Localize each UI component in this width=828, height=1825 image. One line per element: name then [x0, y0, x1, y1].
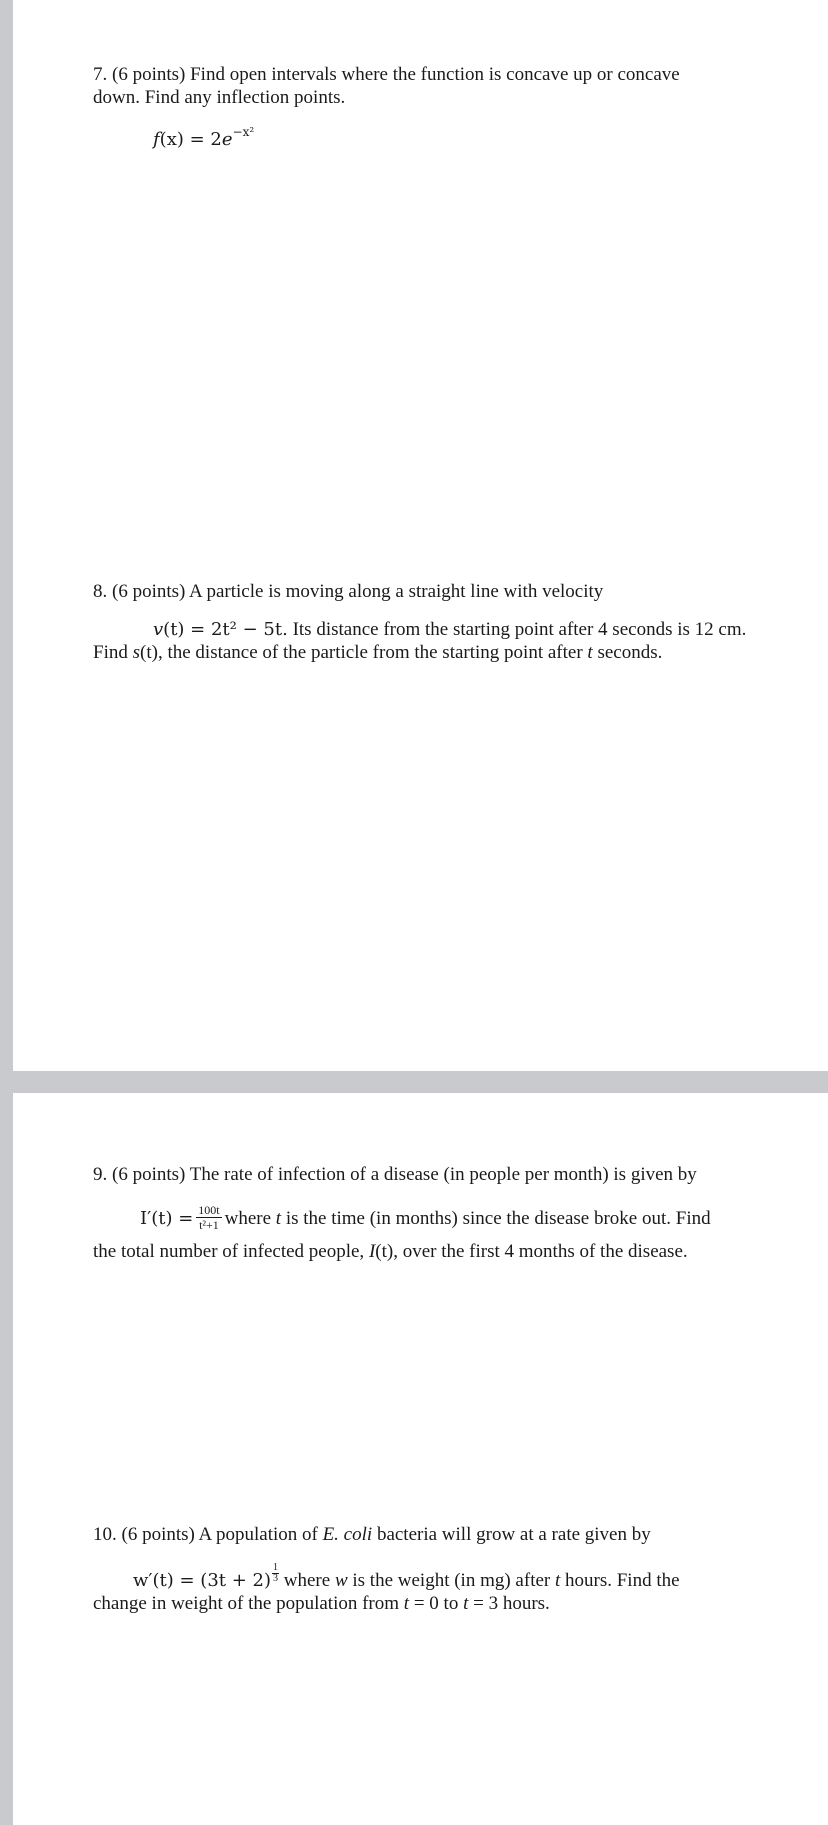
- time-var: t: [275, 1207, 282, 1229]
- problem-9-line-3: [93, 1240, 688, 1264]
- weight-var: w: [334, 1570, 348, 1591]
- problem-7-text: 7. (6 points) Find open intervals where the function is concave up or concave: [93, 64, 680, 85]
- infected-name: I: [368, 1241, 376, 1262]
- problem-8-text-c: seconds.: [592, 642, 663, 663]
- problem-8-line-2: [153, 618, 746, 642]
- problem-8-text-cont: Its distance from the starting point after 4 seconds is 12 cm.: [287, 619, 747, 640]
- func-arg: (x): [159, 129, 184, 150]
- page-2: [13, 1093, 828, 1825]
- func-exponent: −x²: [232, 125, 255, 139]
- problem-7-text-cont: down. Find any inflection points.: [93, 87, 346, 108]
- growth-rate-expression: w′(t) = (3t + 2): [133, 1570, 272, 1591]
- func-base: e: [221, 129, 233, 150]
- problem-7-line-1: [93, 63, 680, 87]
- func-name: f: [153, 129, 160, 150]
- time-var: t: [587, 642, 593, 663]
- exponent-numerator: 1: [273, 1562, 279, 1573]
- problem-8-text-a: Find: [93, 642, 133, 663]
- time-var-end: t: [463, 1593, 469, 1614]
- problem-9-line-2: [140, 1205, 711, 1234]
- problem-10-text-a: 10. (6 points) A population of: [93, 1524, 323, 1545]
- problem-10-text-f: change in weight of the population from: [93, 1593, 404, 1614]
- problem-9-line-1: [93, 1163, 697, 1187]
- problem-10-line-3: [93, 1592, 550, 1616]
- problem-10-text-h: = 3 hours.: [468, 1593, 550, 1614]
- problem-10-text-e: hours. Find the: [560, 1570, 680, 1591]
- page-1: [13, 0, 828, 1071]
- problem-10-text-d: is the weight (in mg) after: [347, 1570, 555, 1591]
- problem-10-text-g: = 0 to: [409, 1593, 464, 1614]
- exponent-denominator: 3: [273, 1573, 279, 1584]
- problem-9-text-c: the total number of infected people,: [93, 1241, 369, 1262]
- time-var-start: t: [403, 1593, 410, 1614]
- problem-9-text-b: is the time (in months) since the disease broke out. Find: [281, 1207, 711, 1229]
- problem-9-text: 9. (6 points) The rate of infection of a disease (in people per month) is given by: [93, 1164, 697, 1185]
- problem-8-text-b: (t), the distance of the particle from the starting point after: [140, 642, 588, 663]
- time-var: t: [554, 1570, 561, 1591]
- velocity-name: v: [153, 619, 164, 640]
- problem-8-line-1: [93, 580, 603, 604]
- infection-rate-lhs: I′(t) =: [140, 1207, 194, 1229]
- func-equals: = 2: [183, 129, 222, 150]
- fraction-numerator: 100t: [198, 1203, 220, 1217]
- infection-rate-fraction: [196, 1203, 221, 1232]
- problem-7-line-2: [93, 86, 345, 110]
- problem-8-text: 8. (6 points) A particle is moving along a straight line with velocity: [93, 581, 604, 602]
- bacteria-name: E. coli: [322, 1524, 373, 1545]
- problem-7-function: [153, 125, 255, 152]
- growth-rate-exponent: [272, 1563, 279, 1584]
- fraction-denominator: t²+1: [199, 1218, 219, 1232]
- problem-10-text-b: bacteria will grow at a rate given by: [372, 1524, 651, 1545]
- problem-9-text-d: (t), over the first 4 months of the disease.: [375, 1241, 688, 1262]
- position-name: s: [132, 642, 141, 663]
- problem-9-text-a: where: [224, 1207, 276, 1229]
- problem-10-line-2: [133, 1562, 680, 1593]
- velocity-expression: (t) = 2t² − 5t.: [163, 619, 288, 640]
- problem-10-line-1: [93, 1523, 651, 1547]
- problem-10-text-c: where: [279, 1570, 335, 1591]
- problem-8-line-3: [93, 641, 662, 665]
